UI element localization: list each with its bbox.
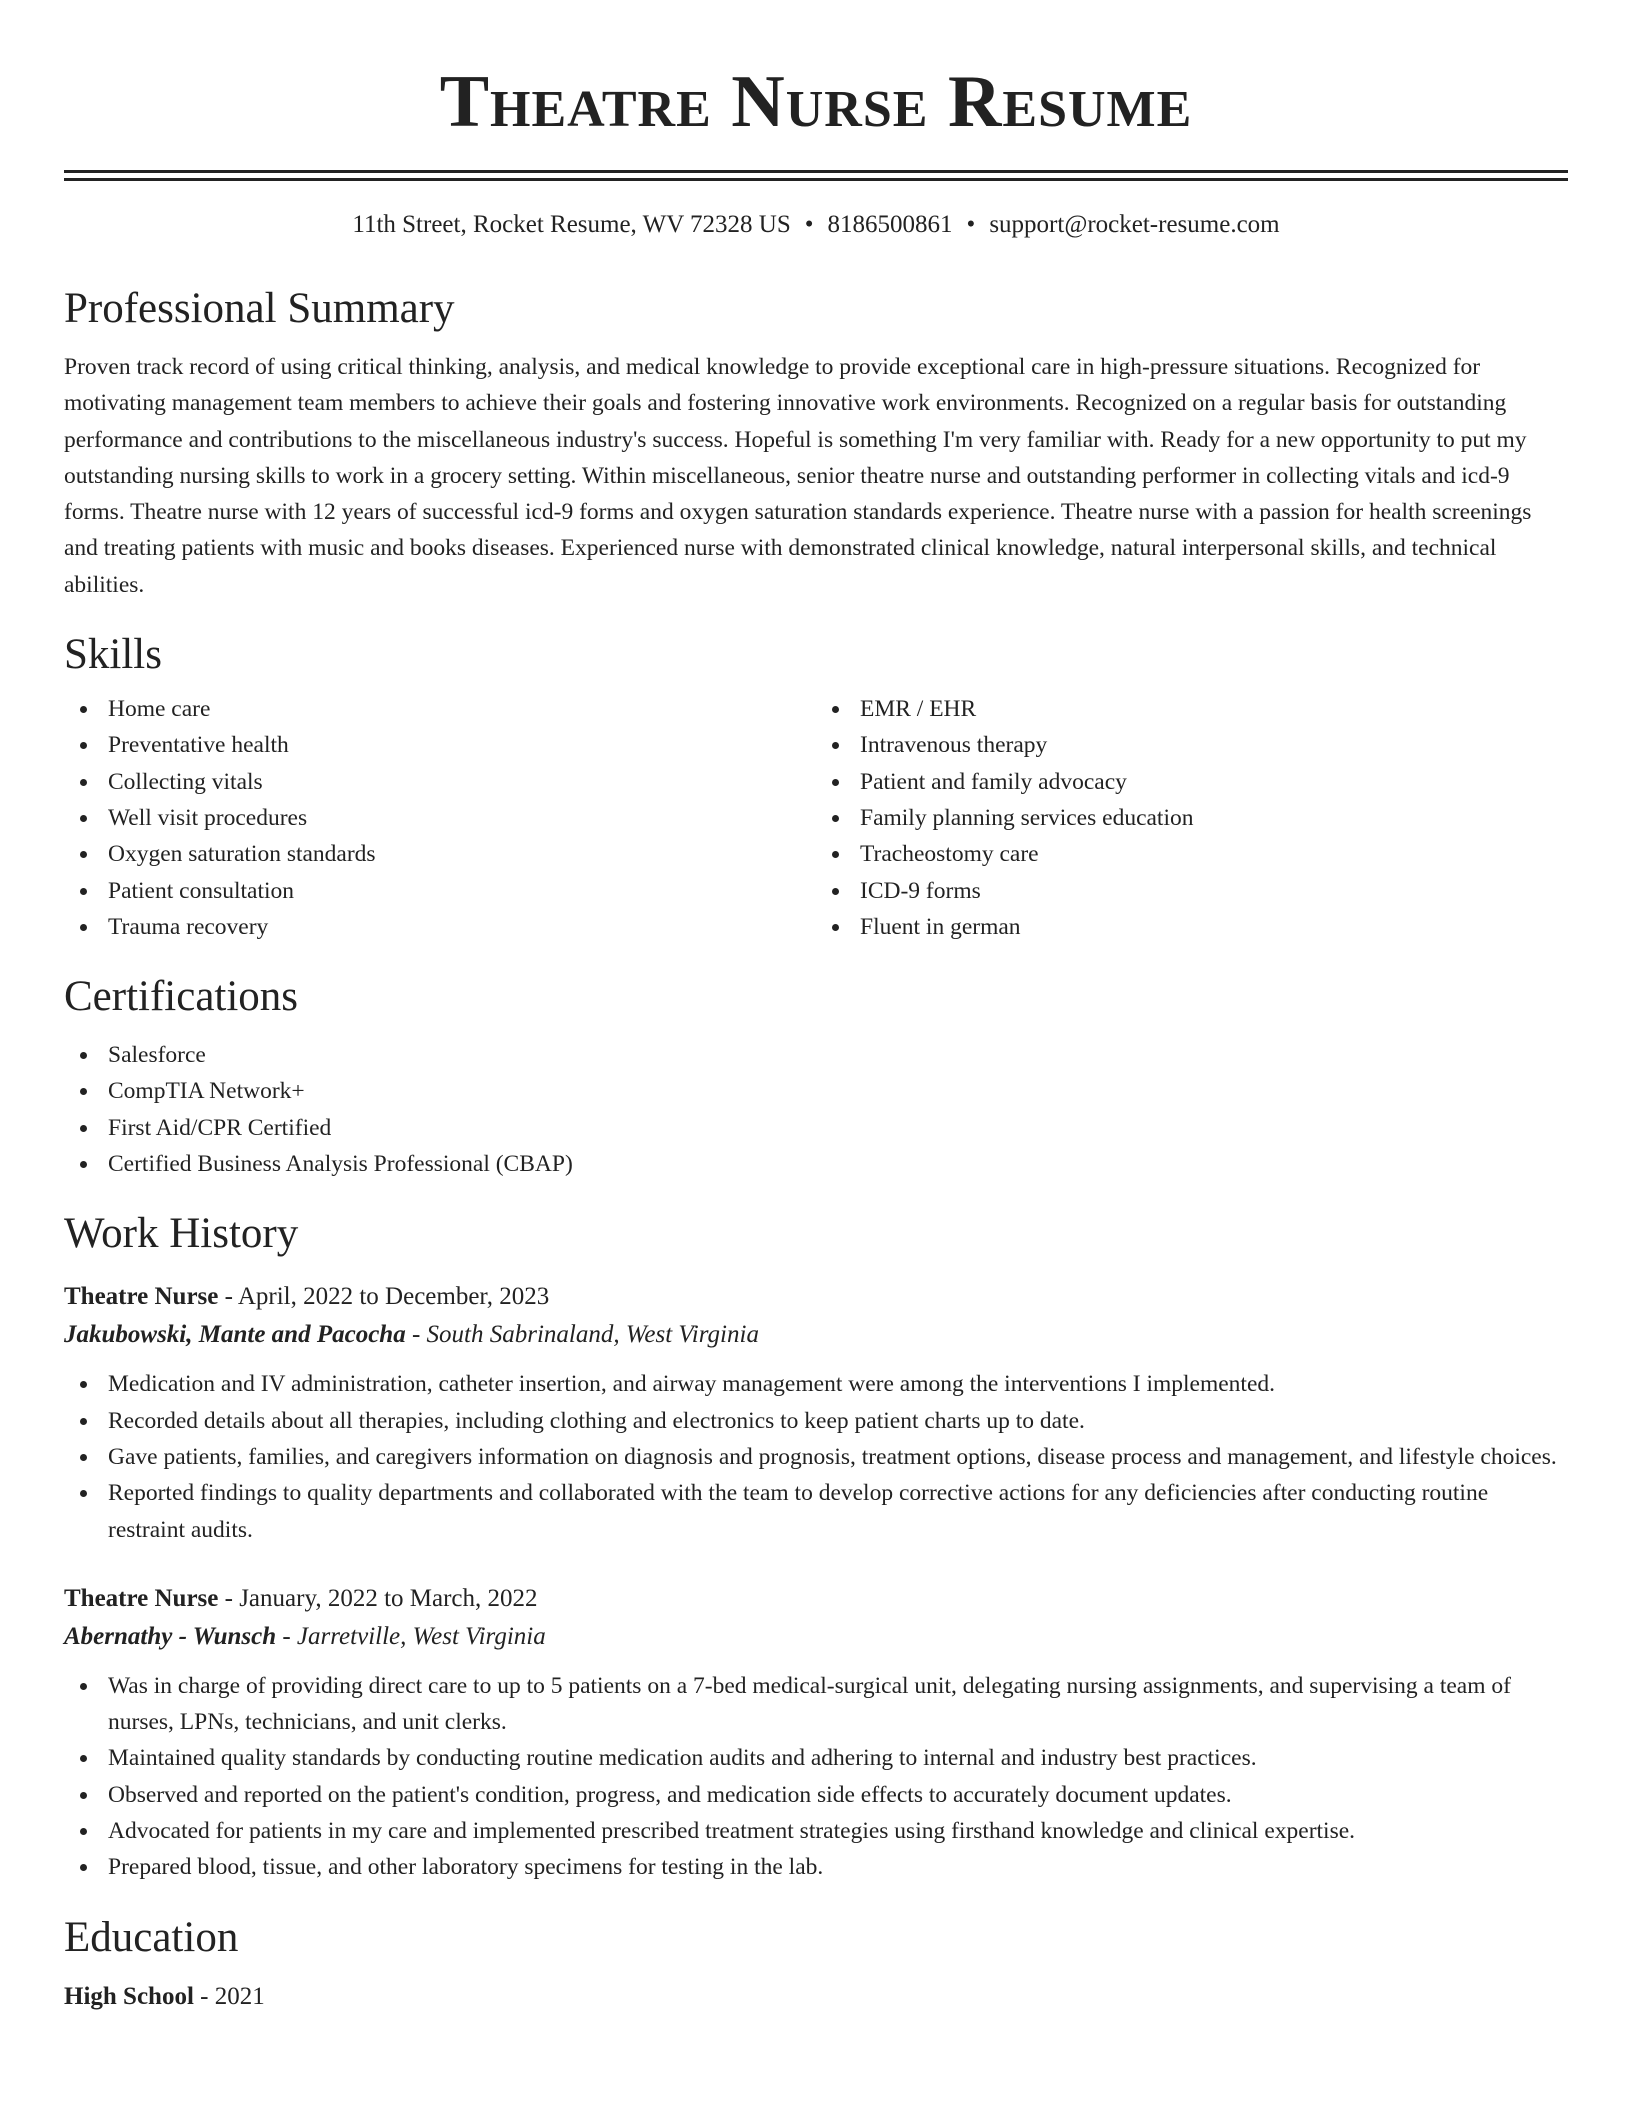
skill-item: Trauma recovery	[64, 909, 816, 945]
resume-title: Theatre Nurse Resume	[439, 61, 1193, 143]
job-duties-list	[64, 1668, 1568, 1886]
skill-item: Tracheostomy care	[816, 836, 1568, 872]
skills-heading: Skills	[64, 631, 162, 679]
certifications-list	[64, 1037, 1568, 1182]
skills-right-list	[816, 691, 1568, 945]
skill-item: Preventative health	[64, 727, 816, 763]
job-title-line	[64, 1278, 1568, 1316]
skill-item: ICD-9 forms	[816, 873, 1568, 909]
skill-item: Oxygen saturation standards	[64, 836, 816, 872]
job-duty-item: Observed and reported on the patient's condition, progress, and medication side effects to accurately document updates.	[64, 1777, 1568, 1813]
job-company: Abernathy - Wunsch	[64, 1622, 277, 1650]
job-title-line	[64, 1580, 1568, 1618]
skills-grid	[64, 691, 1568, 945]
contact-separator: •	[966, 211, 976, 238]
skill-item: Patient consultation	[64, 873, 816, 909]
skills-left-list	[64, 691, 816, 945]
education-year: - 2021	[193, 1982, 265, 2010]
certifications-section	[64, 971, 1568, 1182]
job-entry	[64, 1580, 1568, 1886]
summary-section	[64, 283, 1568, 603]
job-title: Theatre Nurse	[64, 1584, 219, 1612]
title-double-rule	[64, 170, 1568, 181]
work-history-section	[64, 1208, 1568, 1885]
skills-section	[64, 629, 1568, 945]
certifications-heading: Certifications	[64, 973, 299, 1021]
job-company: Jakubowski, Mante and Pacocha	[64, 1321, 406, 1349]
certification-item: Salesforce	[64, 1037, 1568, 1073]
skill-item: Intravenous therapy	[816, 727, 1568, 763]
job-duty-item: Recorded details about all therapies, including clothing and electronics to keep patient charts up to date.	[64, 1403, 1568, 1439]
job-duty-item: Advocated for patients in my care and implemented prescribed treatment strategies using firsthand knowledge and clinical expertise.	[64, 1813, 1568, 1849]
job-duty-item: Was in charge of providing direct care to up to 5 patients on a 7-bed medical-surgical unit, delegating nursing assignments, and supervising a team of nurses, LPNs, technicians, and unit clerks.	[64, 1668, 1568, 1741]
skill-item: Fluent in german	[816, 909, 1568, 945]
education-entry	[64, 1978, 1568, 2016]
summary-text: Proven track record of using critical thinking, analysis, and medical knowledge to provide exceptional care in high-pressure situations. Recognized for motivating management team members to achieve their goals and fostering innovative work environments. Recognized on a regular basis for outstanding performance and contributions to the miscellaneous industry's success. Hopeful is something I'm very familiar with. Ready for a new opportunity to put my outstanding nursing skills to work in a grocery setting. Within miscellaneous, senior theatre nurse and outstanding performer in collecting vitals and icd-9 forms. Theatre nurse with 12 years of successful icd-9 forms and oxygen saturation standards experience. Theatre nurse with a passion for health screenings and treating patients with music and books diseases. Experienced nurse with demonstrated clinical knowledge, natural interpersonal skills, and technical abilities.	[64, 354, 1532, 598]
job-duty-item: Maintained quality standards by conducting routine medication audits and adhering to internal and industry best practices.	[64, 1740, 1568, 1776]
contact-line	[64, 209, 1568, 241]
job-entry	[64, 1278, 1568, 1547]
job-dates: - January, 2022 to March, 2022	[218, 1584, 538, 1612]
skill-item: Patient and family advocacy	[816, 764, 1568, 800]
skill-item: EMR / EHR	[816, 691, 1568, 727]
job-duties-list	[64, 1366, 1568, 1547]
work-history-heading: Work History	[64, 1210, 299, 1258]
skill-item: Home care	[64, 691, 816, 727]
contact-email: support@rocket-resume.com	[989, 211, 1280, 238]
summary-heading: Professional Summary	[64, 285, 455, 332]
contact-phone: 8186500861	[827, 211, 953, 238]
job-location: - South Sabrinaland, West Virginia	[405, 1321, 759, 1349]
job-duty-item: Prepared blood, tissue, and other laboratory specimens for testing in the lab.	[64, 1849, 1568, 1885]
contact-address: 11th Street, Rocket Resume, WV 72328 US	[352, 211, 791, 238]
job-location: - Jarretville, West Virginia	[276, 1622, 546, 1650]
certification-item: CompTIA Network+	[64, 1073, 1568, 1109]
job-title: Theatre Nurse	[64, 1283, 219, 1311]
job-duty-item: Medication and IV administration, catheter insertion, and airway management were among the interventions I implemented.	[64, 1366, 1568, 1402]
education-section	[64, 1912, 1568, 2016]
education-heading: Education	[64, 1913, 239, 1961]
job-duty-item: Reported findings to quality departments and collaborated with the team to develop corrective actions for any deficiencies after conducting routine restraint audits.	[64, 1475, 1568, 1548]
skill-item: Family planning services education	[816, 800, 1568, 836]
education-degree: High School	[64, 1982, 194, 2010]
skill-item: Collecting vitals	[64, 764, 816, 800]
job-duty-item: Gave patients, families, and caregivers information on diagnosis and prognosis, treatment options, disease process and management, and lifestyle choices.	[64, 1439, 1568, 1475]
job-company-line	[64, 1316, 1568, 1354]
skill-item: Well visit procedures	[64, 800, 816, 836]
certification-item: Certified Business Analysis Professional (CBAP)	[64, 1146, 1568, 1182]
job-company-line	[64, 1618, 1568, 1656]
certification-item: First Aid/CPR Certified	[64, 1110, 1568, 1146]
contact-separator: •	[804, 211, 814, 238]
job-dates: - April, 2022 to December, 2023	[218, 1283, 550, 1311]
